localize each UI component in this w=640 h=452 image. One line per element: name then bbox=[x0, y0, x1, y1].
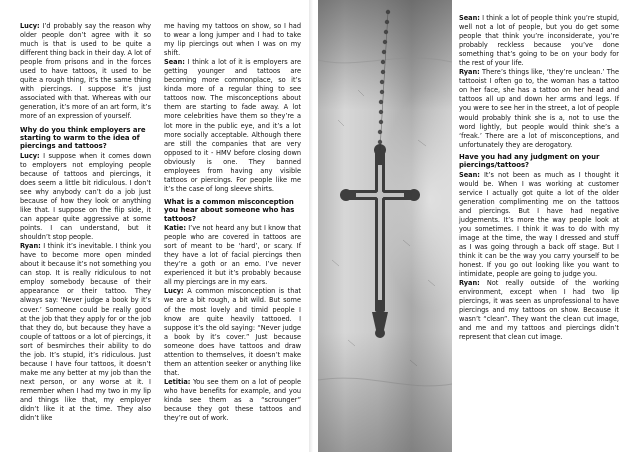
interview-answer bbox=[20, 22, 151, 122]
answer-text: I think it’s inevitable. I think you have to become more open minded about it because it’s not something you can stop. It is really ridiculous to not employ somebody because of their appearance or their tattoo. They always say: ‘Never judge a book by it’s cover.’ Someone could be really good at the job that they apply for or the job that they do, but because they have a couple of tattoos or a lot of piercings, it sort of besmirches their ability to do the job. It’s stupid, it’s ridiculous. Just because I have four tattoos, it doesn’t make me any better at my job than the next person, or any worse at it. I remember when I had my two in my lip and things like that, my employer didn’t like it at the time. They also didn’t like bbox=[20, 242, 151, 423]
interview-answer bbox=[164, 287, 301, 377]
answer-text: Not really outside of the working environment, except when I had two lip piercings, it was seen as unprofessional to have piercings and my tattoos on show. Because it wasn’t “clean”. They want the clean cut image, and me and my tattoos and piercings didn’t represent that clean cut image. bbox=[459, 279, 619, 342]
text-column-2 bbox=[164, 22, 301, 423]
answer-text: I suppose when it comes down to employers not employing people because of tattoos and piercings, it does seem a little bit ridiculous. I don’t see why anybody can’t do a job just because of how they look or anything like that. I suppose on the flip side, it can appear quite aggressive at some points. I can understand, but it shouldn’t stop people. bbox=[20, 151, 151, 242]
answer-text: There’s things like, ‘they’re unclean.’ The tattooist I often go to, the woman has a tattoo on her face, she has a tattoo on her head and tattoos all up and down her arms and legs. If you were to see her in the street, a lot of people would probably think she is a, not to use the word lightly, but people would think she’s a ‘freak.’ There are a lot of misconceptions, and unfortunately they are derogatory. bbox=[459, 68, 619, 149]
answer-text: You see them on a lot of people who have benefits for example, and you kinda see them as a “scrounger” because they got these tattoos and they’re out of work. bbox=[164, 377, 301, 423]
speaker-name: Sean: bbox=[459, 170, 480, 179]
interview-answer bbox=[20, 152, 151, 242]
speaker-name: Lucy: bbox=[20, 151, 40, 160]
interview-answer bbox=[164, 224, 301, 287]
interview-answer bbox=[164, 22, 301, 58]
interview-answer bbox=[459, 68, 619, 149]
answer-text: A common misconception is that we are a bit rough, a bit wild. But some of the most lovely and timid people I know are quite heavily tattooed. I suppose it’s the old saying: “Never judge a book by it’s cover.” Just because someone does have tattoos and draw attention to themselves, it doesn’t make them an attention seeker or anything like that. bbox=[164, 287, 301, 377]
speaker-name: Katie: bbox=[164, 224, 186, 233]
photo-shadow-bottom bbox=[318, 332, 452, 452]
speaker-name: Lucy: bbox=[164, 287, 184, 296]
speaker-name: Sean: bbox=[164, 58, 185, 67]
interview-answer bbox=[20, 242, 151, 423]
question-heading: Why do you think employers are starting to warm to the idea of piercings and tattoos? bbox=[20, 125, 146, 151]
speaker-name: Ryan: bbox=[459, 68, 480, 77]
answer-text: I’d probably say the reason why older people don’t agree with it so much is that is used to be quite a different thing back in their day. A lot of people from prisons and in the forces used to have tattoos, it used to be quite a rough thing, it’s the same thing with piercings. I suppose it’s just associated with that. Whereas with our generation, it’s more of an art form, it’s more of an expression of yourself. bbox=[20, 22, 151, 121]
tattoo-photo bbox=[318, 0, 452, 452]
left-page bbox=[0, 0, 310, 452]
answer-text: It’s not been as much as I thought it would be. When I was working at customer service I actually got quite a lot of the older generation complimenting me on the tattoos and piercings. But I have had negative judgements. It’s more the way people look at you sometimes. I think it was to do with my image at the time, the way I dressed and stuff as I was going through a back off stage. But I think it can be the way you carry yourself to be honest. If you go out looking like you want to intimidate, people are going to judge you. bbox=[459, 170, 619, 279]
answer-text: I think a lot of people think you’re stupid, well not a lot of people, but you do get some people that think you’re inconsiderate, you’re probably reckless because you’ve done something that’s going to be on your body for the rest of your life. bbox=[459, 14, 619, 68]
interview-answer bbox=[164, 378, 301, 423]
speaker-name: Ryan: bbox=[20, 242, 41, 251]
interview-answer bbox=[459, 279, 619, 342]
text-column-3 bbox=[459, 14, 619, 342]
speaker-name: Letitia: bbox=[164, 377, 191, 386]
interview-answer bbox=[164, 58, 301, 194]
answer-text: I think a lot of it is employers are getting younger and tattoos are becoming more commonplace, so it’s kinda more of a regular thing to see tattoos now. The misconceptions about them are starting to fade away. A lot more celebrities have them so they’re a lot more in the public eye, and it’s a lot more socially acceptable. Although there are still the companies that are very opposed to it - HMV before closing down obviously is one. They banned employees from having any visible tattoos or piercings. For people like me it’s the case of long sleeve shirts. bbox=[164, 58, 301, 193]
question-heading: What is a common misconception you hear about someone who has tattoos? bbox=[164, 197, 295, 223]
speaker-name: Lucy: bbox=[20, 22, 40, 30]
answer-text: me having my tattoos on show, so I had to wear a long jumper and I had to take my lip piercings out when I was on my shift. bbox=[164, 22, 301, 58]
answer-text: I’ve not heard any but I know that people who are covered in tattoos are sort of meant to be ‘hard’, or scary. If they have a lot of facial piercings then they’re a goth or an emo. I’ve never experienced it but it’s probably because all my piercings are in my ears. bbox=[164, 224, 301, 287]
text-column-1 bbox=[20, 22, 151, 423]
interview-answer bbox=[459, 14, 619, 68]
question-heading: Have you had any judgment on your piercings/tattoos? bbox=[459, 152, 600, 170]
interview-answer bbox=[459, 171, 619, 280]
speaker-name: Sean: bbox=[459, 14, 480, 22]
speaker-name: Ryan: bbox=[459, 279, 480, 288]
page-gutter bbox=[309, 0, 315, 452]
